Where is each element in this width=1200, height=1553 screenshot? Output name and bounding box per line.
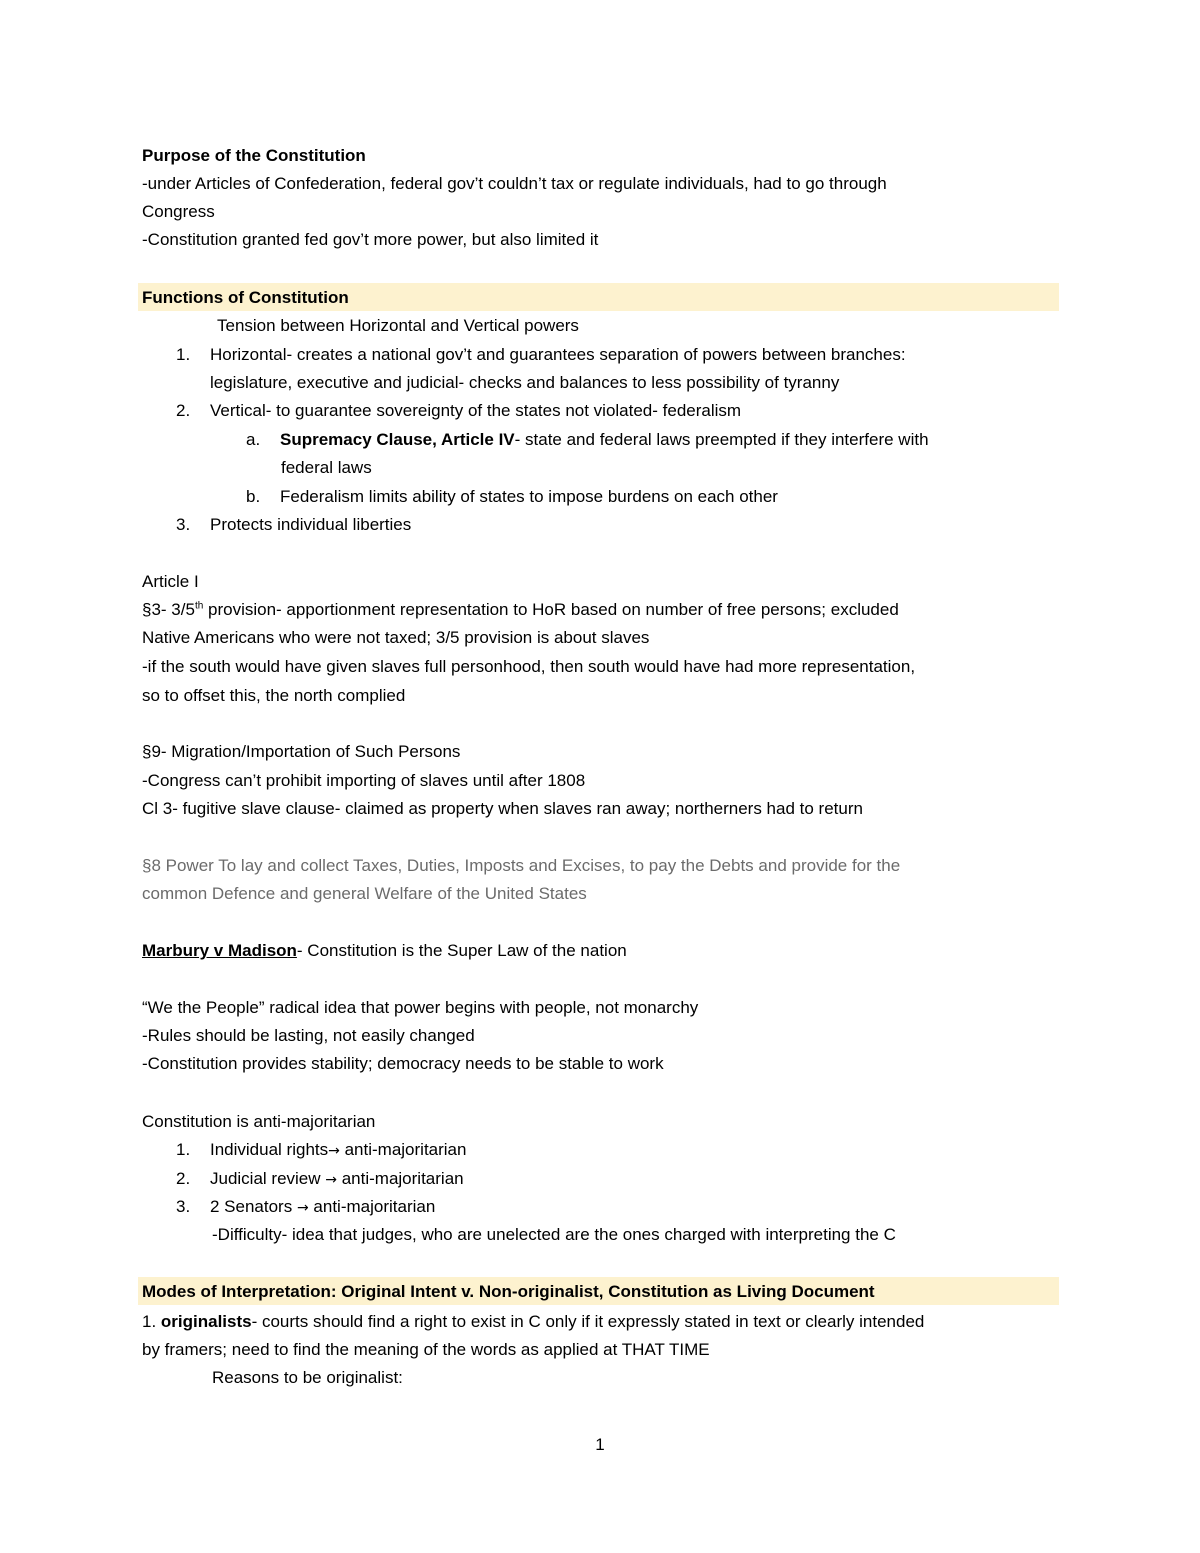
- list-number: 3.: [176, 515, 191, 534]
- modes-reasons: Reasons to be originalist:: [212, 1368, 403, 1387]
- people-line: “We the People” radical idea that power begins with people, not monarchy: [142, 998, 699, 1017]
- difficulty-line: -Difficulty- idea that judges, who are unelected are the ones charged with interpreting the C: [212, 1225, 896, 1244]
- case-name: Marbury v Madison: [142, 941, 297, 960]
- sub-list-item: [246, 486, 778, 508]
- section-3-line: so to offset this, the north complied: [142, 686, 406, 705]
- sub-list-text: - state and federal laws preempted if they interfere with: [514, 430, 929, 449]
- list-item: 2. Judicial review → anti-majoritarian: [176, 1169, 464, 1188]
- section-3-line: Native Americans who were not taxed; 3/5 provision is about slaves: [142, 628, 650, 647]
- sub-list-letter: b.: [246, 487, 261, 506]
- section-9-line: Cl 3- fugitive slave clause- claimed as property when slaves ran away; northerners had to return: [142, 799, 863, 818]
- purpose-heading: Purpose of the Constitution: [142, 146, 366, 165]
- supremacy-clause: Supremacy Clause, Article IV: [280, 430, 515, 449]
- list-text: Vertical- to guarantee sovereignty of the states not violated- federalism: [210, 401, 742, 420]
- list-item: 1. Individual rights→ anti-majoritarian: [176, 1140, 467, 1159]
- article-heading: Article I: [142, 572, 199, 591]
- sub-list-item: [246, 429, 929, 451]
- list-number: 2.: [176, 401, 191, 420]
- sub-list-letter: a.: [246, 430, 261, 449]
- antimaj-heading: Constitution is anti-majoritarian: [142, 1112, 376, 1131]
- list-text-cont: legislature, executive and judicial- checks and balances to less possibility of tyranny: [210, 373, 840, 392]
- section-8-line: §8 Power To lay and collect Taxes, Duties, Imposts and Excises, to pay the Debts and provide for the: [142, 856, 901, 875]
- arrow-right-icon: →: [325, 1172, 337, 1188]
- section-8-line: common Defence and general Welfare of the United States: [142, 884, 587, 903]
- purpose-line: -under Articles of Confederation, federal gov’t couldn’t tax or regulate individuals, had to go through: [142, 174, 887, 193]
- functions-tension: Tension between Horizontal and Vertical powers: [217, 316, 579, 335]
- functions-heading: Functions of Constitution: [142, 288, 349, 307]
- purpose-line: -Constitution granted fed gov’t more power, but also limited it: [142, 230, 599, 249]
- list-text: Protects individual liberties: [210, 515, 412, 534]
- section-9-line: §9- Migration/Importation of Such Persons: [142, 742, 461, 761]
- people-line: -Rules should be lasting, not easily changed: [142, 1026, 475, 1045]
- list-item: [176, 514, 411, 536]
- list-text: Horizontal- creates a national gov’t and guarantees separation of powers between branches:: [210, 345, 906, 364]
- section-3-line: §3- 3/5th provision- apportionment representation to HoR based on number of free persons; excluded: [142, 600, 899, 619]
- people-line: -Constitution provides stability; democracy needs to be stable to work: [142, 1054, 664, 1073]
- list-item: 3. 2 Senators → anti-majoritarian: [176, 1197, 436, 1216]
- sub-list-text: Federalism limits ability of states to impose burdens on each other: [280, 487, 778, 506]
- list-number: 1.: [176, 345, 191, 364]
- arrow-right-icon: →: [296, 1200, 309, 1216]
- section-9-line: -Congress can’t prohibit importing of slaves until after 1808: [142, 771, 586, 790]
- modes-line: 1. originalists- courts should find a right to exist in C only if it expressly stated in text or clearly intended: [142, 1312, 925, 1331]
- section-3-line: -if the south would have given slaves full personhood, then south would have had more representation,: [142, 657, 916, 676]
- marbury-line: Marbury v Madison- Constitution is the Super Law of the nation: [142, 941, 627, 960]
- modes-heading: Modes of Interpretation: Original Intent v. Non-originalist, Constitution as Living Document: [142, 1282, 875, 1301]
- arrow-right-icon: →: [328, 1143, 340, 1159]
- purpose-line: Congress: [142, 202, 215, 221]
- modes-line: by framers; need to find the meaning of the words as applied at THAT TIME: [142, 1340, 710, 1359]
- list-item: [176, 344, 906, 366]
- page-number: 1: [595, 1435, 605, 1454]
- originalists-term: originalists: [160, 1312, 252, 1331]
- sub-list-text-cont: federal laws: [281, 458, 372, 477]
- list-item: [176, 400, 741, 422]
